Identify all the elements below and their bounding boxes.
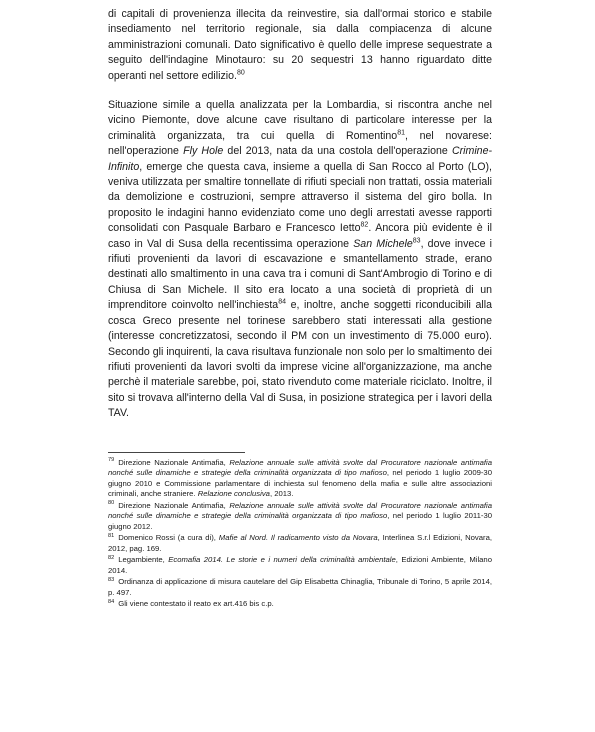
text-run: Ordinanza di applicazione di misura cautelare del Gip Elisabetta Chinaglia, Tribunale di Torino, 5 aprile 2014, p. 497. [108, 577, 492, 597]
text-run: Legambiente, [118, 555, 169, 565]
italic-text: Mafie al Nord. Il radicamento visto da Novara [218, 533, 378, 543]
italic-text: San Michele [353, 237, 413, 250]
text-run: , nel periodo 1 luglio 2009-30 giugno 2010 e Commissione parlamentare di inchiesta sul fenomeno della mafia e sulle altre associazioni criminali, anche straniere. [108, 468, 492, 499]
footnote-reference: 82 [360, 221, 369, 229]
text-run: e, inoltre, anche soggetti riconducibili alla cosca Greco presente nel torinese sarebbero stati interessati alla gestione (interesse concretizzatosi, secondo il PM con un investimento di 75.000 euro). Secondo gli inquirenti, la cava risultava funzionale non solo per lo smaltimento dei rifiuti provenienti da lavori svolti da imprese vicine all'organizzazione, ma anche perchè il materiale sarebbe, poi, stato rivenduto come materiale riciclato. Inoltre, il sito si trovava all'interno della Val di Susa, in posizione strategica per i lavori della TAV. [108, 299, 492, 420]
footnote-reference: 80 [236, 69, 245, 77]
italic-text: Relazione conclusiva [197, 489, 270, 499]
italic-text: Relazione annuale sulle attività svolte dal Procuratore nazionale antimafia nonché sulle dinamiche e strategie della criminalità organizzata di tipo mafioso [108, 500, 493, 521]
footnote [108, 555, 492, 576]
text-run: , 2013. [269, 489, 294, 499]
text-run: Direzione Nazionale Antimafia, [118, 458, 230, 467]
footnote-number: 81 [108, 532, 115, 539]
text-run: Gli viene contestato il reato ex art.416 bis c.p. [118, 599, 274, 609]
text-run: , Edizioni Ambiente, Milano 2014. [108, 555, 492, 575]
footnote-number: 84 [108, 598, 115, 605]
footnote [108, 458, 492, 500]
text-run: Situazione simile a quella analizzata per la Lombardia, si riscontra anche nel vicino Piemonte, dove alcune cave risultano di particolare interesse per la criminalità organizzata, tra cui quella di Romentino [108, 99, 492, 142]
footnote-number: 82 [108, 554, 115, 561]
italic-text: Fly Hole [183, 145, 224, 158]
footnote-reference: 81 [397, 129, 405, 137]
footnote [108, 501, 492, 532]
footnote-reference: 84 [278, 298, 286, 306]
body-paragraph-1 [108, 7, 492, 84]
footnote [108, 577, 492, 598]
text-run: Domenico Rossi (a cura di), [118, 533, 219, 543]
text-run: , nel novarese: nell'operazione [108, 129, 492, 158]
text-run: di capitali di provenienza illecita da reinvestire, sia dall'ormai storico e stabile insediamento nel territorio regionale, sia dalla compiacenza di alcune amministrazioni comunali. Dato significativo è quello delle imprese sequestrate a seguito dell'indagine Minotauro: su 20 sequestri 13 hanno riguardato ditte operanti nel settore edilizio. [108, 8, 492, 82]
text-run: , emerge che questa cava, insieme a quella di San Rocco al Porto (LO), veniva utilizzata per smaltire tonnellate di rifiuti speciali non trattati, ossia materiali da demolizione e costruzioni, sempre attraverso il sistema del giro bolla. In proposito le indagini hanno evidenziato come uno degli arrestati avesse rapporti consolidati con Pasquale Barbaro e Francesco Ietto [108, 160, 492, 235]
footnote-number: 79 [108, 457, 115, 464]
footnote-number: 83 [108, 576, 115, 583]
text-run: del 2013, nata da una costola dell'operazione [223, 145, 452, 158]
text-run: , Interlinea S.r.l Edizioni, Novara, 2012, pag. 169. [108, 533, 493, 553]
italic-text: Crimine-Infinito [108, 145, 492, 173]
text-run: . Ancora più evidente è il caso in Val di Susa della recentissima operazione [108, 222, 493, 250]
body-paragraph-2 [108, 98, 492, 422]
footnote [108, 533, 492, 554]
footnote-reference: 83 [412, 237, 421, 245]
footnotes-section [108, 458, 492, 611]
text-run: Direzione Nazionale Antimafia, [118, 500, 230, 510]
text-run: , dove invece i rifiuti provenienti da lavori di escavazione e smantellamento strade, erano destinati allo smaltimento in una cava tra i comuni di Sant'Ambrogio di Torino e di Chiusa di San Michele. Il sito era locato a una società di proprietà di un imprenditore coinvolto nell'inchiesta [108, 237, 492, 312]
text-run: , nel periodo 1 luglio 2011-30 giugno 2012. [108, 511, 492, 531]
italic-text: Ecomafia 2014. Le storie e i numeri della criminalità ambientale [168, 555, 396, 565]
footnote-separator [108, 452, 245, 453]
footnote [108, 599, 492, 609]
italic-text: Relazione annuale sulle attività svolte dal Procuratore nazionale antimafia nonché sulle dinamiche e strategie della criminalità organizzata di tipo mafioso [108, 458, 493, 478]
footnote-number: 80 [108, 500, 115, 507]
